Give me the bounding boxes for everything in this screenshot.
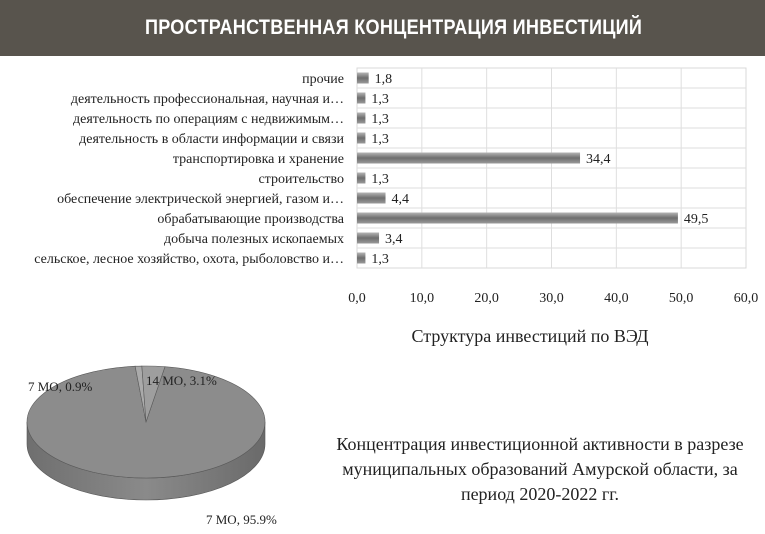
category-label: обрабатывающие производства	[157, 212, 344, 227]
x-tick-label: 60,0	[733, 291, 759, 306]
x-tick-label: 0,0	[348, 291, 366, 306]
bar	[357, 233, 379, 244]
bar	[357, 93, 365, 104]
category-label: деятельность в области информации и связи	[79, 132, 344, 147]
pie-slice-label: 7 МО, 0.9%	[28, 379, 93, 394]
category-label: прочие	[302, 72, 344, 87]
x-tick-label: 50,0	[668, 291, 694, 306]
category-label: добыча полезных ископаемых	[164, 232, 344, 247]
bar	[357, 73, 369, 84]
page-header	[0, 0, 765, 56]
x-tick-label: 40,0	[604, 291, 629, 306]
bar-chart-caption: Структура инвестиций по ВЭД	[411, 326, 649, 346]
category-label: деятельность по операциям с недвижимым…	[73, 112, 344, 127]
bar	[357, 133, 365, 144]
category-label: сельское, лесное хозяйство, охота, рыболовство и…	[34, 252, 344, 267]
bar	[357, 193, 386, 204]
x-tick-label: 20,0	[474, 291, 499, 306]
data-label: 34,4	[586, 152, 611, 167]
category-label: строительство	[258, 172, 344, 187]
bar	[357, 173, 365, 184]
data-label: 49,5	[683, 212, 709, 227]
data-label: 1,8	[374, 72, 393, 87]
category-label: деятельность профессиональная, научная и…	[70, 92, 344, 107]
pie-chart-caption: Концентрация инвестиционной активности в разрезе муниципальных образований Амурской области, за период 2020-2022 гг.	[336, 434, 744, 504]
data-label: 1,3	[371, 172, 389, 187]
bar	[357, 253, 365, 264]
pie-slice-label: 14 МО, 3.1%	[146, 373, 217, 388]
data-label: 1,3	[371, 252, 389, 267]
x-tick-label: 30,0	[539, 291, 564, 306]
category-label: обеспечение электрической энергией, газом и…	[57, 192, 344, 207]
bar	[357, 153, 580, 164]
x-tick-label: 10,0	[409, 291, 435, 306]
data-label: 4,4	[391, 192, 410, 207]
data-label: 1,3	[371, 92, 389, 107]
data-label: 3,4	[385, 232, 403, 247]
bar	[357, 213, 678, 224]
pie-chart	[0, 360, 330, 534]
bar	[357, 113, 365, 124]
page-title: ПРОСТРАНСТВЕННАЯ КОНЦЕНТРАЦИЯ ИНВЕСТИЦИЙ	[145, 16, 643, 39]
pie-slice-label: 7 МО, 95.9%	[206, 512, 277, 527]
category-label: транспортировка и хранение	[172, 152, 344, 167]
data-label: 1,3	[371, 132, 389, 147]
bar-chart	[0, 60, 765, 310]
data-label: 1,3	[371, 112, 389, 127]
